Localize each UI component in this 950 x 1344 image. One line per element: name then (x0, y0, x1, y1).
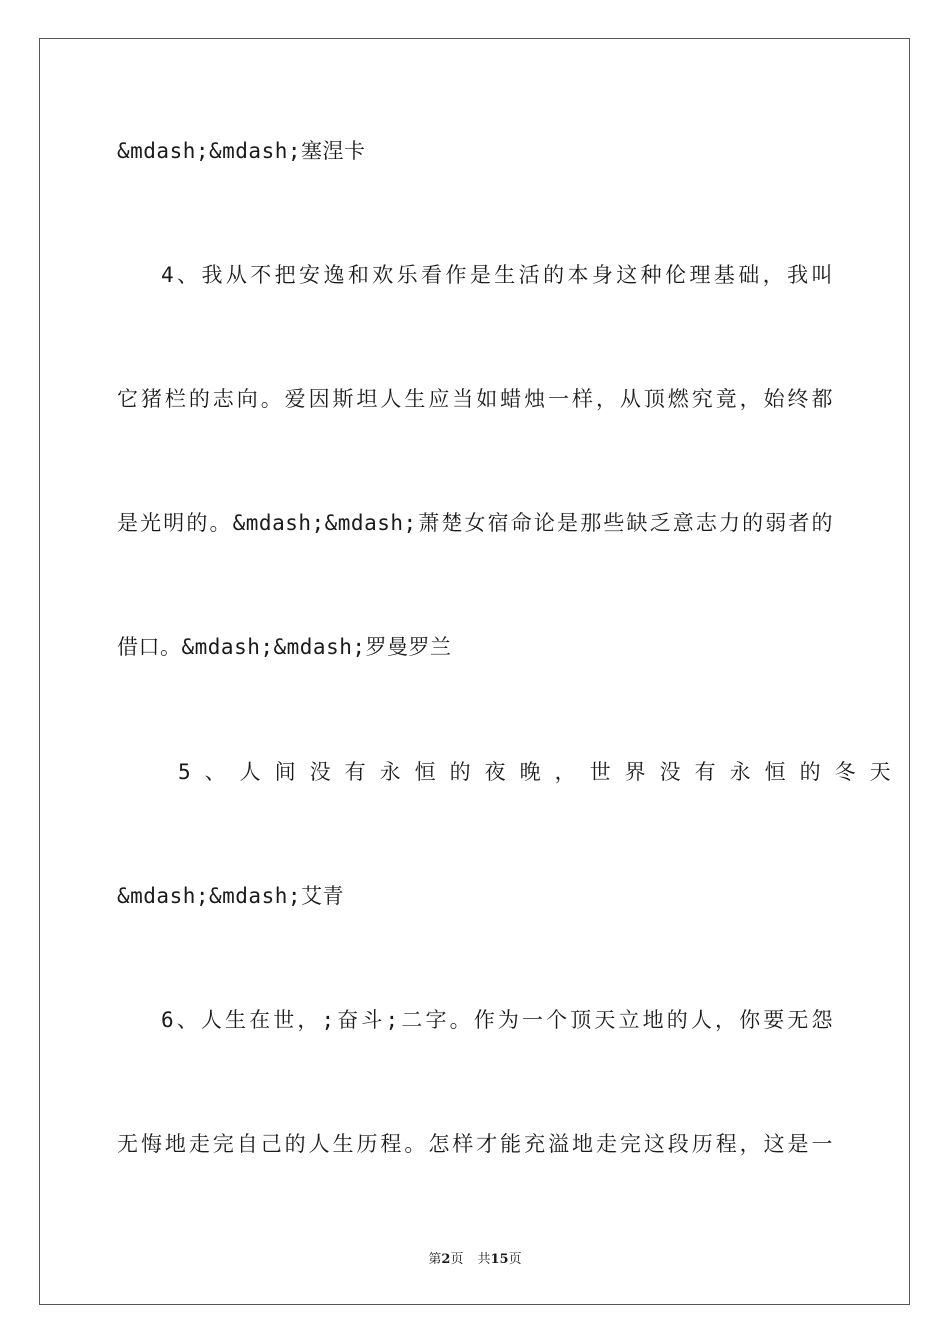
page-number: 2 (441, 1252, 451, 1267)
text-line-2-content: 4、我从不把安逸和欢乐看作是生活的本身这种伦理基础，我叫 (161, 263, 833, 287)
text-line-8 (117, 1005, 833, 1035)
total-pages: 15 (490, 1252, 509, 1267)
text-line-8-content: 6、人生在世，;奋斗;二字。作为一个顶天立地的人，你要无怨 (161, 1008, 833, 1032)
text-line-5: 借口。&mdash;&mdash;罗曼罗兰 (117, 635, 452, 659)
page-suffix: 页 (450, 1252, 464, 1267)
page-border (39, 38, 910, 1305)
page-prefix: 第 (428, 1252, 442, 1267)
text-line-4: 是光明的。&mdash;&mdash;萧楚女宿命论是那些缺乏意志力的弱者的 (117, 511, 833, 535)
text-line-6: 5、人间没有永恒的夜晚，世界没有永恒的冬天 (178, 760, 905, 784)
text-line-3: 它猪栏的志向。爱因斯坦人生应当如蜡烛一样，从顶燃究竟，始终都 (117, 387, 833, 411)
text-line-9: 无悔地走完自己的人生历程。怎样才能充溢地走完这段历程，这是一 (117, 1132, 833, 1156)
text-line-1: &mdash;&mdash;塞涅卡 (117, 139, 366, 163)
page-footer (0, 1248, 950, 1267)
text-line-2 (117, 260, 833, 290)
total-suffix: 页 (508, 1252, 522, 1267)
total-prefix: 共 (477, 1252, 491, 1267)
text-line-7: &mdash;&mdash;艾青 (117, 884, 345, 908)
